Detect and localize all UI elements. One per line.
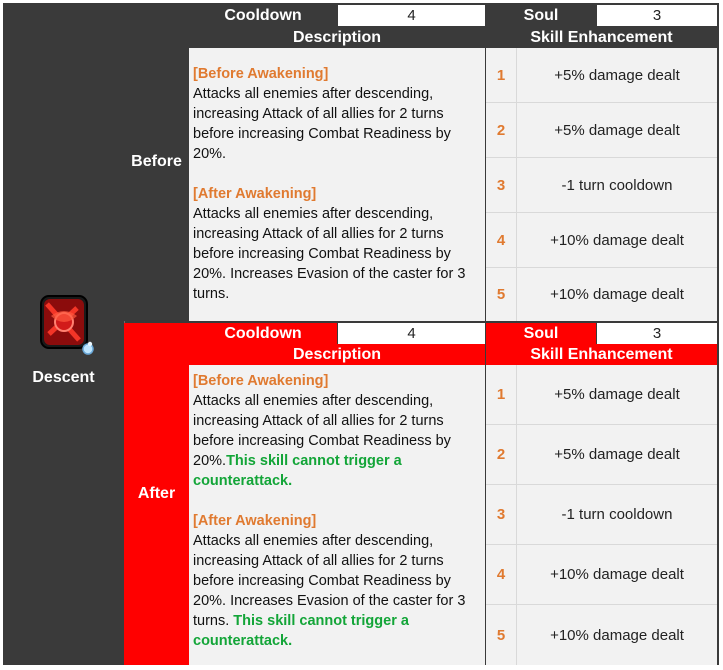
enhancement-text: +5% damage dealt [517,425,717,485]
cooldown-label: Cooldown [189,5,337,26]
enhancement-number: 3 [486,485,517,545]
after-description [189,365,485,665]
after-awakening-body: Attacks all enemies after descending, increasing Attack of all allies for 2 turns before increasing Combat Readiness by 20%. Increases Evasion of the caster for 3 turns. [193,533,466,629]
after-awakening-text [193,531,485,651]
enhancement-header: Skill Enhancement [486,344,717,365]
enhancement-number: 2 [486,103,517,158]
skill-column [3,3,125,665]
enhancement-number: 3 [486,158,517,213]
enhancement-number: 4 [486,213,517,268]
soul-value: 3 [597,5,717,26]
enhancement-text: -1 turn cooldown [517,485,717,545]
enhancement-number: 1 [486,48,517,103]
description-header: Description [189,344,485,365]
after-label: After [124,323,189,665]
soul-label: Soul [486,323,596,344]
skill-name: Descent [32,369,95,386]
after-awakening-text: Attacks all enemies after descending, increasing Attack of all allies for 2 turns before increasing Combat Readiness by 20%. Increases Evasion of the caster for 3 turns. [193,206,466,302]
enhancement-text: +10% damage dealt [517,545,717,605]
before-awakening-title: [Before Awakening] [193,373,329,389]
description-header: Description [189,27,485,48]
enhancement-number: 1 [486,365,517,425]
after-awakening-title: [After Awakening] [193,186,317,202]
descent-skill-icon [39,294,95,356]
counterattack-note: This skill cannot trigger a counterattack. [193,453,402,489]
enhancement-text: +10% damage dealt [517,213,717,268]
enhancement-text: +5% damage dealt [517,48,717,103]
counterattack-note: This skill cannot trigger a counterattack. [193,613,409,649]
before-awakening-title: [Before Awakening] [193,66,329,82]
before-awakening-body: Attacks all enemies after descending, increasing Attack of all allies for 2 turns before increasing Combat Readiness by 20%. [193,393,451,469]
enhancement-number: 5 [486,605,517,665]
enhancement-number: 5 [486,268,517,321]
enhancement-number: 2 [486,425,517,485]
soul-value: 3 [597,323,717,344]
cooldown-value: 4 [338,323,485,344]
enhancement-text: +10% damage dealt [517,605,717,665]
enhancement-header: Skill Enhancement [486,27,717,48]
cooldown-value: 4 [338,5,485,26]
before-awakening-text [193,391,485,491]
enhancement-text: +10% damage dealt [517,268,717,321]
enhancement-number: 4 [486,545,517,605]
after-awakening-title: [After Awakening] [193,513,317,529]
soul-label: Soul [486,5,596,26]
before-awakening-text: Attacks all enemies after descending, increasing Attack of all allies for 2 turns before increasing Combat Readiness by 20%. [193,86,451,162]
enhancement-text: +5% damage dealt [517,365,717,425]
enhancement-text: +5% damage dealt [517,103,717,158]
cooldown-label: Cooldown [189,323,337,344]
enhancement-text: -1 turn cooldown [517,158,717,213]
before-description [189,48,485,321]
before-label: Before [124,3,189,321]
